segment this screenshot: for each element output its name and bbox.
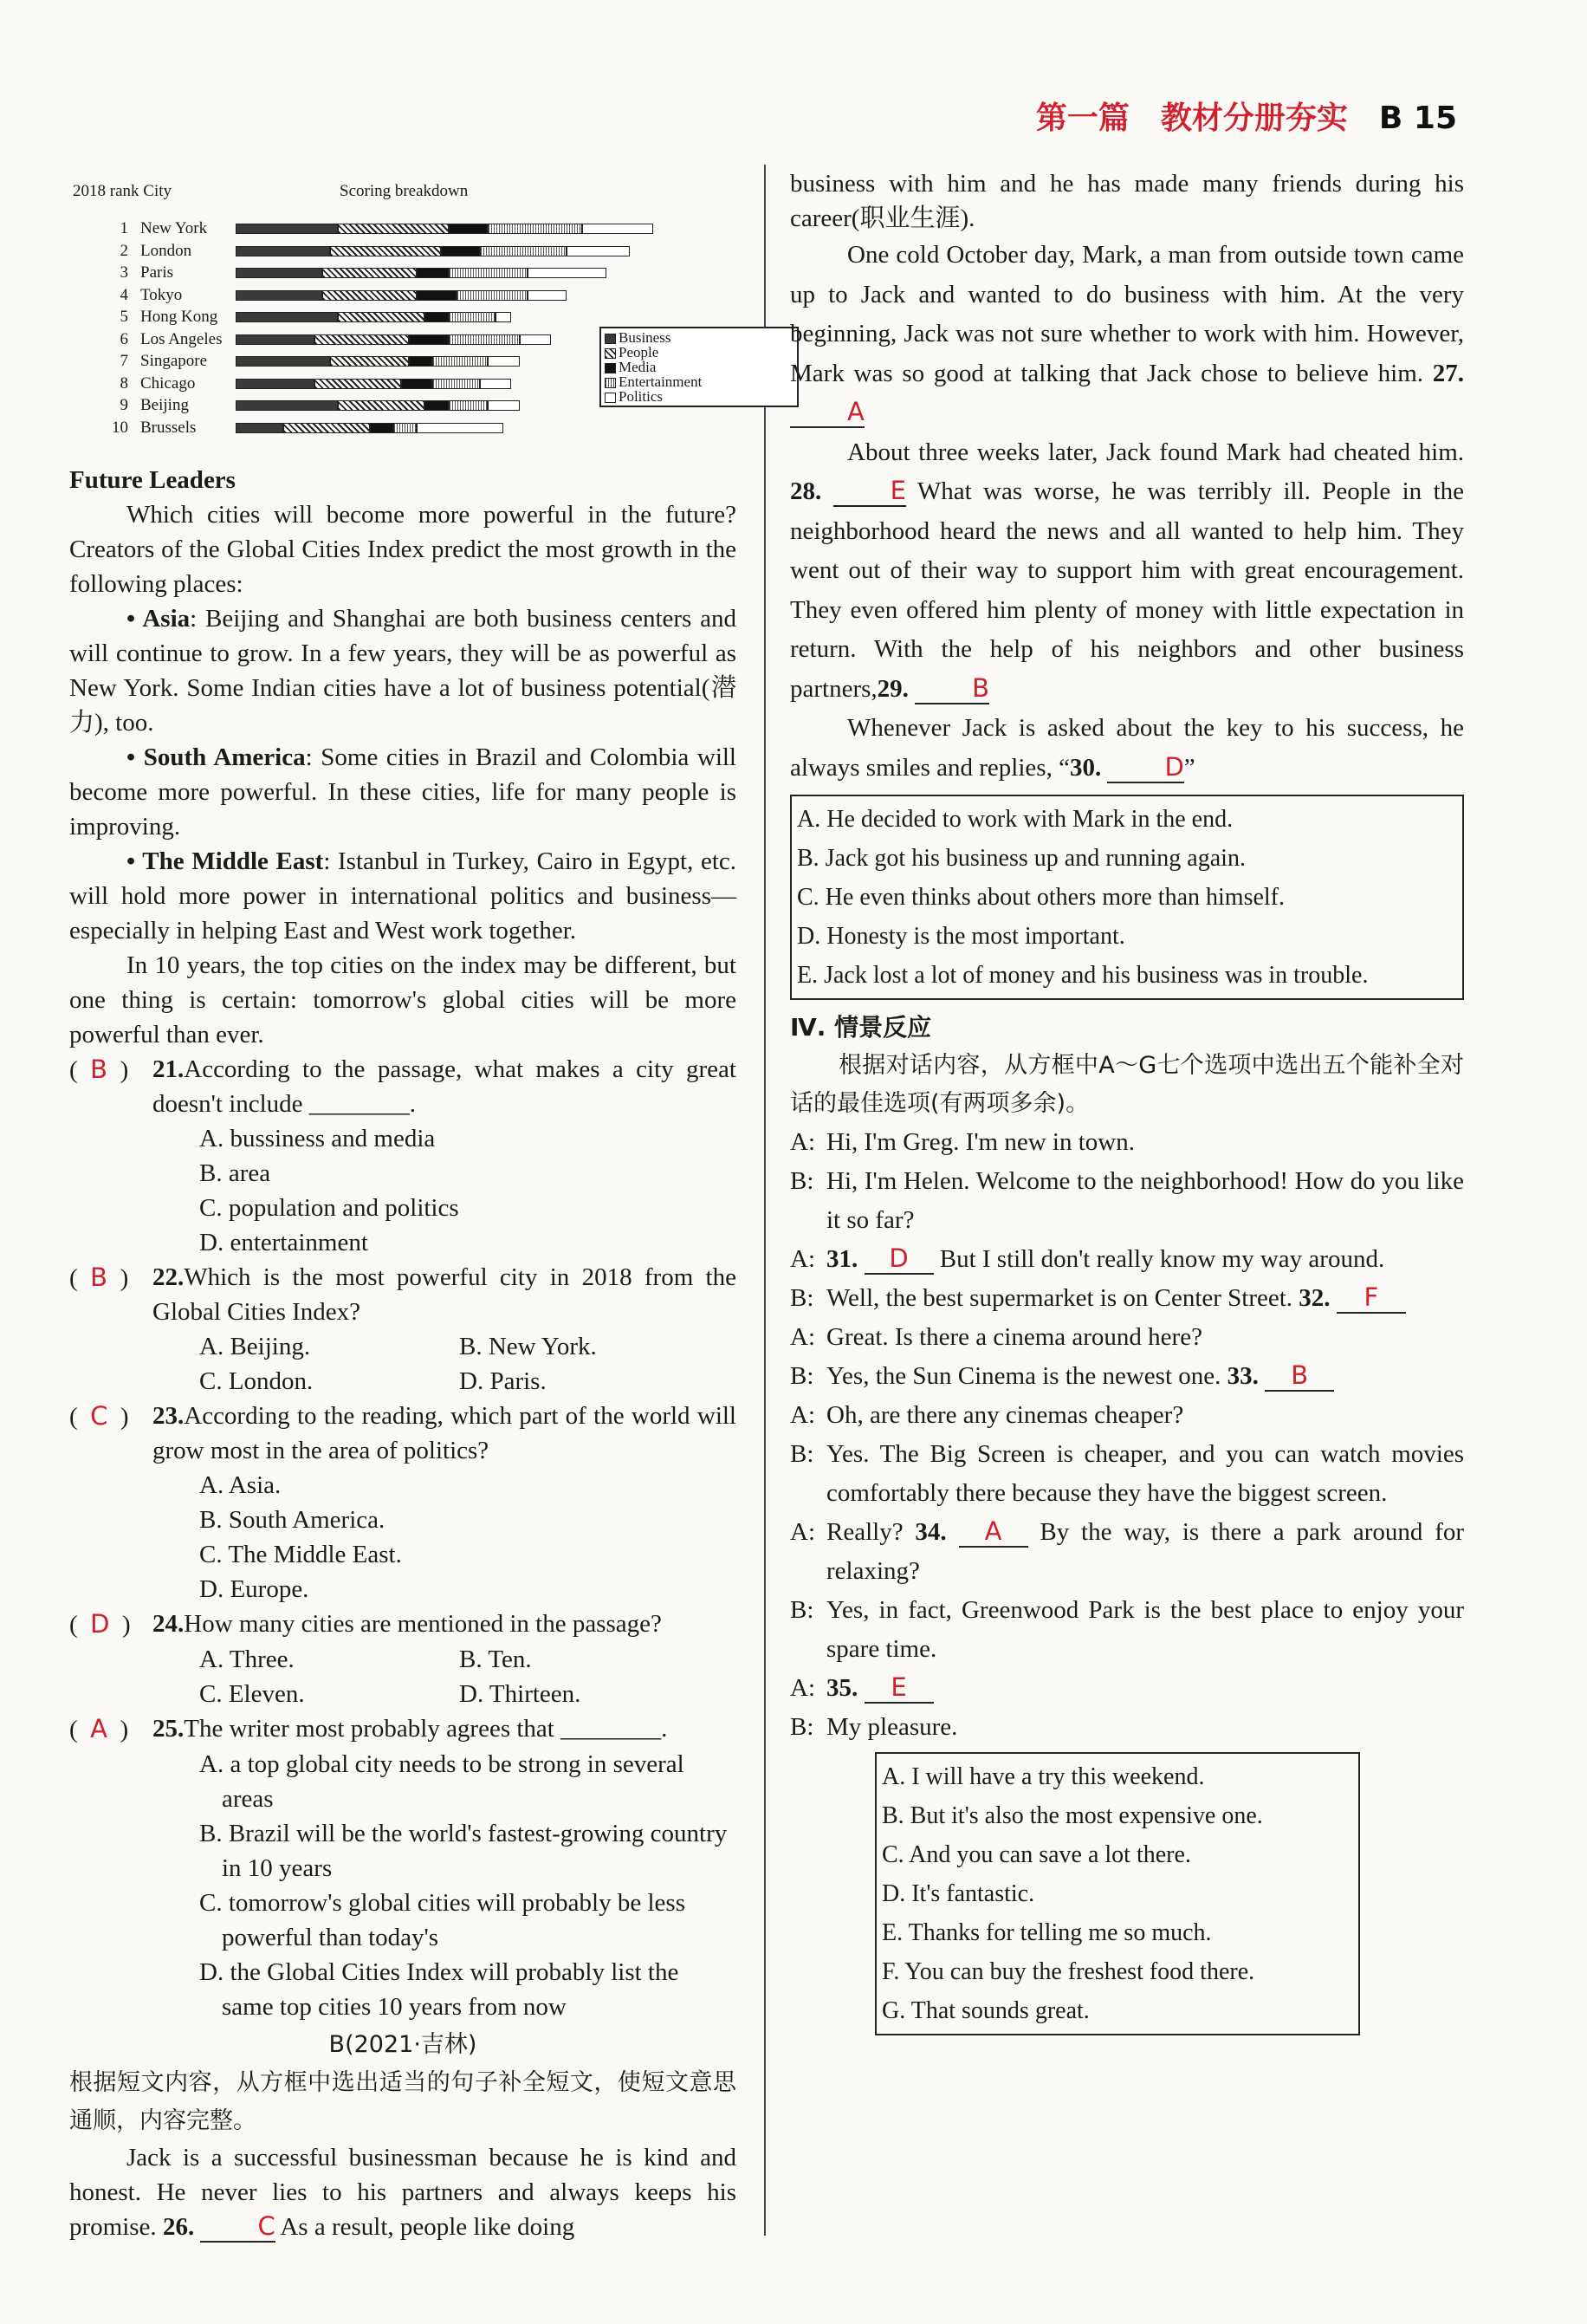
legend-item — [605, 360, 794, 374]
legend-label: Business — [619, 329, 671, 346]
question-stem — [152, 1711, 736, 1747]
right-column — [790, 166, 1464, 2035]
chart-bar-media — [409, 334, 449, 345]
question-number: 21. — [152, 1055, 185, 1083]
part-b-instructions: 根据短文内容，从方框中选出适当的句子补全短文，使短文意思通顺，内容完整。 — [69, 2069, 736, 2134]
legend-label: Politics — [619, 388, 664, 405]
speaker: A: — [790, 1401, 815, 1429]
dialog-pre: Yes, the Sun Cinema is the newest one. — [826, 1362, 1221, 1390]
option-item: B. But it's also the most expensive one. — [882, 1802, 1263, 1829]
question-text: The writer most probably agrees that ________. — [184, 1715, 668, 1743]
dialog — [790, 1123, 1464, 1747]
passage-asia — [69, 601, 736, 740]
chart-bar-people — [314, 379, 401, 389]
blank-number: 34. — [915, 1518, 947, 1546]
q30-number: 30. — [1069, 753, 1102, 782]
option-item: B. Jack got his business up and running again. — [797, 845, 1246, 872]
dialog-text — [826, 1318, 1464, 1357]
question-number: 24. — [152, 1610, 185, 1638]
question-number: 22. — [152, 1263, 185, 1291]
story-p3b: What was worse, he was terribly ill. People in the neighborhood heard the news and all wanted to help him. They went out of their way to support him with great encouragement. They even offered him plenty of money with little expectation in return. With the help of his neighbors and other business partners, — [790, 477, 1464, 703]
dialog-pre: My pleasure. — [826, 1713, 958, 1741]
passage-p1: Which cities will become more powerful in the future? Creators of the Global Cities Index predict the most growth in the following places: — [69, 501, 736, 598]
dialog-text — [826, 1591, 1464, 1669]
chart-city-name: Hong Kong — [140, 308, 218, 326]
blank-number: 31. — [826, 1245, 858, 1273]
speaker: B: — [790, 1440, 814, 1468]
chart-bar-entertainment — [432, 356, 488, 367]
chart-bar-politics — [480, 379, 511, 389]
dialog-text — [826, 1357, 1464, 1396]
dialog-pre: Hi, I'm Helen. Welcome to the neighborhood! How do you like it so far? — [826, 1167, 1464, 1234]
speaker: A: — [790, 1323, 815, 1351]
option: B. area — [199, 1159, 271, 1187]
chart-bar-entertainment — [432, 379, 480, 389]
option-grid — [69, 1329, 736, 1399]
answer-34: A — [959, 1516, 1028, 1548]
dialog-text — [826, 1513, 1464, 1591]
passage-middle-east — [69, 844, 736, 948]
chart-bar-business — [236, 312, 338, 322]
speaker: B: — [790, 1167, 814, 1195]
answer-27: A — [790, 397, 865, 428]
speaker: B: — [790, 1284, 814, 1312]
chart-bar-media — [409, 356, 432, 367]
chart-bar-media — [417, 290, 457, 301]
header-section: 第一篇 — [1035, 101, 1130, 136]
question-row — [69, 1399, 736, 1468]
question-stem — [152, 1607, 736, 1642]
chart-bar-media — [449, 224, 489, 234]
answer-21: B — [90, 1055, 108, 1084]
dialog-line — [790, 1669, 1464, 1708]
chart-legend — [599, 327, 799, 407]
dialog-line — [790, 1591, 1464, 1669]
option: C. Eleven. — [199, 1680, 305, 1708]
question-number: 23. — [152, 1402, 185, 1430]
chart-city-label: City — [143, 182, 172, 200]
chart-city-name: Paris — [140, 263, 173, 282]
story-p3 — [790, 433, 1464, 710]
chart-city-name: Chicago — [140, 373, 196, 393]
blank-number: 33. — [1227, 1362, 1259, 1390]
chart-bar-media — [401, 379, 432, 389]
blank-number: 35. — [826, 1674, 858, 1702]
dialog-post: But I still don't really know my way around. — [939, 1245, 1385, 1273]
option-item: E. Thanks for telling me so much. — [882, 1919, 1212, 1946]
chart-bar-row — [69, 264, 606, 282]
dialog-line — [790, 1435, 1464, 1513]
chart-city-name: London — [140, 241, 192, 260]
chart-bar-entertainment — [457, 290, 528, 301]
dialog-pre: Yes, in fact, Greenwood Park is the best place to enjoy your spare time. — [826, 1596, 1464, 1663]
sa-text: : Some cities in Brazil and Colombia will become more powerful. In these cities, life for many people is improving. — [69, 743, 736, 841]
chart-bar-people — [283, 423, 370, 433]
chart-bar-politics — [567, 246, 630, 256]
question-stem — [152, 1399, 736, 1468]
sa-label: • South America — [126, 743, 306, 771]
answer-bracket: ( B ) — [69, 1055, 129, 1084]
chart-rank: 6 — [120, 329, 128, 348]
header-book: 教材分册夯实 — [1160, 101, 1348, 136]
chart-bar-politics — [488, 356, 519, 367]
option: C. The Middle East. — [199, 1541, 402, 1568]
chart-bar-media — [441, 246, 481, 256]
chart-bar-row — [69, 308, 511, 326]
dialog-line — [790, 1708, 1464, 1747]
question-text: According to the reading, which part of the world will grow most in the area of politics? — [152, 1402, 736, 1464]
dialog-text — [826, 1708, 1464, 1747]
chart-bar-media — [424, 312, 448, 322]
chart-rank: 5 — [120, 308, 128, 326]
answer-29: B — [915, 673, 989, 704]
chart-bar-people — [338, 312, 424, 322]
option: D. Europe. — [199, 1575, 309, 1603]
speaker: B: — [790, 1713, 814, 1741]
option-item: G. That sounds great. — [882, 1997, 1090, 2024]
legend-label: Entertainment — [619, 373, 703, 390]
chart-bar-row — [69, 375, 511, 393]
q27-number: 27. — [1432, 359, 1465, 387]
chart-city-name: Los Angeles — [140, 329, 223, 348]
question-stem — [152, 1260, 736, 1329]
chart-bar-politics — [496, 312, 511, 322]
blank-number: 32. — [1299, 1284, 1331, 1312]
q28-number: 28. — [790, 477, 822, 505]
question-text: How many cities are mentioned in the passage? — [184, 1610, 662, 1638]
question-text: According to the passage, what makes a city great doesn't include ________. — [152, 1055, 736, 1118]
option: D. the Global Cities Index will probably list the same top cities 10 years from now — [199, 1958, 679, 2021]
dialog-text — [826, 1162, 1464, 1240]
dialog-line — [790, 1240, 1464, 1279]
section-4-instructions: 根据对话内容，从方框中A～G七个选项中选出五个能补全对话的最佳选项(有两项多余)。 — [790, 1052, 1464, 1117]
story-p3a: About three weeks later, Jack found Mark had cheated him. — [847, 438, 1464, 466]
legend-item — [605, 389, 794, 404]
chart-bar-people — [338, 400, 424, 411]
dialog-line — [790, 1396, 1464, 1435]
answer-bracket: ( B ) — [69, 1263, 129, 1292]
me-text: : Istanbul in Turkey, Cairo in Egypt, etc. will hold more power in international politics and business—especially in helping East and West work together. — [69, 847, 736, 945]
option-item: F. You can buy the freshest food there. — [882, 1958, 1255, 1985]
story-p1: business with him and he has made many friends during his career(职业生涯). — [790, 170, 1464, 232]
speaker: B: — [790, 1362, 814, 1390]
chart-bar-media — [424, 400, 448, 411]
answer-33: B — [1265, 1360, 1334, 1392]
chart-bar-business — [236, 224, 338, 234]
story-p2-text: One cold October day, Mark, a man from outside town came up to Jack and wanted to do business with him. At the very beginning, Jack was not sure whether to work with him. However, Mark was so good at talking that Jack chose to believe him. — [790, 241, 1464, 387]
chart-bar-entertainment — [393, 423, 417, 433]
chart-bar-row — [69, 287, 567, 304]
option: A. bussiness and media — [199, 1125, 436, 1152]
chart-bar-people — [322, 268, 417, 278]
option-grid — [69, 1642, 736, 1711]
option: A. a top global city needs to be strong in several areas — [199, 1750, 684, 1813]
dialog-line — [790, 1279, 1464, 1318]
chart-rank: 10 — [112, 418, 128, 437]
chart-rank: 1 — [120, 219, 128, 237]
q26-number: 26. — [162, 2213, 195, 2241]
option: A. Beijing. — [199, 1333, 311, 1360]
option: B. New York. — [459, 1333, 597, 1360]
page-header — [1036, 94, 1457, 138]
chart-bar-business — [236, 400, 338, 411]
chart-bar-entertainment — [449, 312, 496, 322]
question-text: Which is the most powerful city in 2018 from the Global Cities Index? — [152, 1263, 736, 1326]
answer-23: C — [90, 1401, 108, 1431]
option: C. tomorrow's global cities will probably be less powerful than today's — [199, 1889, 685, 1951]
legend-item — [605, 374, 794, 389]
story-p2 — [790, 236, 1464, 433]
option: B. Brazil will be the world's fastest-growing country in 10 years — [199, 1820, 728, 1882]
answer-26: C — [200, 2211, 275, 2243]
chart-bar-business — [236, 423, 283, 433]
question-row — [69, 1260, 736, 1329]
part-b-p1-text: Jack is a successful businessman because he is kind and honest. He never lies to his partners and always keeps his promise. — [69, 2144, 736, 2241]
options-box-a-g — [875, 1752, 1360, 2035]
question-number: 25. — [152, 1715, 185, 1743]
answer-bracket: ( D ) — [69, 1609, 131, 1639]
question-stem — [152, 1052, 736, 1121]
legend-swatch — [605, 334, 616, 344]
answer-bracket: ( C ) — [69, 1401, 129, 1431]
chart-bar-row — [69, 331, 551, 348]
dialog-pre: Well, the best supermarket is on Center Street. — [826, 1284, 1293, 1312]
chart-bar-entertainment — [449, 400, 489, 411]
option: B. South America. — [199, 1506, 385, 1534]
option: A. Three. — [199, 1646, 295, 1673]
option: D. entertainment — [199, 1229, 368, 1256]
option: B. Ten. — [459, 1646, 532, 1673]
chart-bar-people — [330, 356, 409, 367]
option: C. population and politics — [199, 1194, 459, 1222]
dialog-pre: Oh, are there any cinemas cheaper? — [826, 1401, 1184, 1429]
answer-22: B — [90, 1263, 108, 1292]
dialog-text — [826, 1240, 1464, 1279]
part-b-p1-end: As a result, people like doing — [280, 2213, 575, 2241]
chart-city-name: Beijing — [140, 396, 189, 414]
chart-bar-politics — [582, 224, 653, 234]
dialog-pre: Hi, I'm Greg. I'm new in town. — [826, 1128, 1135, 1156]
chart-bar-row — [69, 397, 520, 414]
speaker: A: — [790, 1245, 815, 1273]
chart-bar-entertainment — [480, 246, 567, 256]
dialog-text — [826, 1669, 1464, 1708]
column-divider — [764, 165, 766, 2236]
speaker: A: — [790, 1128, 815, 1156]
chart-bar-business — [236, 246, 330, 256]
speaker: A: — [790, 1518, 815, 1546]
chart-bar-row — [69, 353, 520, 370]
dialog-line — [790, 1162, 1464, 1240]
answer-32: F — [1337, 1282, 1406, 1314]
answer-35: E — [865, 1672, 934, 1704]
chart-bar-business — [236, 334, 314, 345]
chart-bar-politics — [417, 423, 503, 433]
dialog-pre: Really? — [826, 1518, 904, 1546]
chart-rank: 7 — [120, 352, 128, 370]
chart-rank: 2 — [120, 241, 128, 260]
chart-rank: 9 — [120, 396, 128, 414]
chart-bar-politics — [528, 290, 567, 301]
chart-bar-business — [236, 268, 322, 278]
question-row — [69, 1607, 736, 1642]
chart-bar-row — [69, 419, 503, 437]
chart-bar-people — [338, 224, 448, 234]
answer-30: D — [1107, 752, 1183, 783]
answer-28: E — [833, 476, 906, 507]
chart-rank-label: 2018 rank — [73, 182, 139, 200]
question-list — [69, 1052, 736, 2024]
scoring-chart — [69, 166, 736, 461]
chart-bar-people — [314, 334, 409, 345]
legend-swatch — [605, 378, 616, 388]
legend-swatch — [605, 393, 616, 403]
chart-bar-business — [236, 290, 322, 301]
option: D. Thirteen. — [459, 1680, 581, 1708]
asia-text: : Beijing and Shanghai are both business centers and will continue to grow. In a few years, they will be as powerful as New York. Some Indian cities have a lot of business potential(潜力), too. — [69, 605, 736, 737]
left-column — [69, 166, 736, 2244]
asia-label: • Asia — [126, 605, 191, 633]
part-b-p1 — [69, 2140, 736, 2244]
chart-bar-business — [236, 356, 330, 367]
option-item: A. He decided to work with Mark in the end. — [797, 806, 1234, 833]
answer-25: A — [90, 1714, 108, 1743]
dialog-text — [826, 1279, 1464, 1318]
story-p4-end: ” — [1183, 753, 1195, 782]
legend-item — [605, 345, 794, 360]
option-item: D. It's fantastic. — [882, 1880, 1035, 1907]
story-p4-text: Whenever Jack is asked about the key to his success, he always smiles and replies, “ — [790, 714, 1464, 782]
legend-label: People — [619, 344, 659, 360]
dialog-pre: Great. Is there a cinema around here? — [826, 1323, 1202, 1351]
chart-city-name: Singapore — [140, 352, 208, 370]
chart-city-name: Tokyo — [140, 285, 183, 304]
me-label: • The Middle East — [126, 847, 324, 875]
option-item: D. Honesty is the most important. — [797, 923, 1125, 950]
chart-city-name: New York — [140, 219, 208, 237]
chart-bar-row — [69, 220, 653, 237]
story-p4 — [790, 709, 1464, 788]
option: A. Asia. — [199, 1471, 282, 1499]
speaker: A: — [790, 1674, 815, 1702]
chart-bar-business — [236, 379, 314, 389]
chart-rank: 3 — [120, 263, 128, 282]
passage-south-america — [69, 740, 736, 844]
page-number: B 15 — [1378, 101, 1457, 136]
speaker: B: — [790, 1596, 814, 1624]
answer-24: D — [90, 1609, 110, 1639]
chart-rank: 8 — [120, 373, 128, 393]
dialog-text — [826, 1396, 1464, 1435]
chart-bar-row — [69, 243, 630, 260]
chart-title: Scoring breakdown — [340, 182, 469, 200]
dialog-text — [826, 1123, 1464, 1162]
options-box-a-e — [790, 795, 1464, 1000]
dialog-text — [826, 1435, 1464, 1513]
chart-bar-people — [330, 246, 440, 256]
legend-item — [605, 330, 794, 345]
option-item: C. He even thinks about others more than himself. — [797, 884, 1285, 911]
passage-p5: In 10 years, the top cities on the index may be different, but one thing is certain: tomorrow's global cities will be more powerful than ever. — [69, 951, 736, 1048]
question-row — [69, 1711, 736, 1747]
legend-swatch — [605, 363, 616, 373]
q29-number: 29. — [877, 674, 909, 703]
option-item: C. And you can save a lot there. — [882, 1841, 1191, 1868]
section-4-title: Ⅳ. 情景反应 — [790, 1013, 932, 1042]
part-b-label: B(2021·吉林) — [328, 2031, 477, 2058]
dialog-line — [790, 1123, 1464, 1162]
legend-label: Media — [619, 359, 657, 375]
dialog-line — [790, 1357, 1464, 1396]
dialog-line — [790, 1513, 1464, 1591]
dialog-line — [790, 1318, 1464, 1357]
chart-city-name: Brussels — [140, 418, 197, 437]
chart-bar-media — [370, 423, 393, 433]
passage-title: Future Leaders — [69, 466, 236, 494]
option-item: E. Jack lost a lot of money and his business was in trouble. — [797, 962, 1369, 989]
option-item: A. I will have a try this weekend. — [882, 1763, 1205, 1790]
question-row — [69, 1052, 736, 1121]
dialog-pre: Yes. The Big Screen is cheaper, and you can watch movies comfortably there because they have the biggest screen. — [826, 1440, 1464, 1507]
dialog-post: By the way, is there a park around for relaxing? — [826, 1518, 1465, 1585]
chart-bar-media — [417, 268, 448, 278]
chart-bar-politics — [528, 268, 606, 278]
chart-bar-entertainment — [488, 224, 582, 234]
chart-bar-people — [322, 290, 417, 301]
option: D. Paris. — [459, 1367, 547, 1395]
answer-bracket: ( A ) — [69, 1714, 129, 1743]
chart-bar-entertainment — [449, 268, 528, 278]
chart-rank: 4 — [120, 285, 128, 304]
chart-bar-entertainment — [449, 334, 520, 345]
answer-31: D — [865, 1243, 934, 1275]
legend-swatch — [605, 348, 616, 359]
chart-bar-politics — [488, 400, 519, 411]
chart-bar-politics — [520, 334, 551, 345]
option: C. London. — [199, 1367, 314, 1395]
